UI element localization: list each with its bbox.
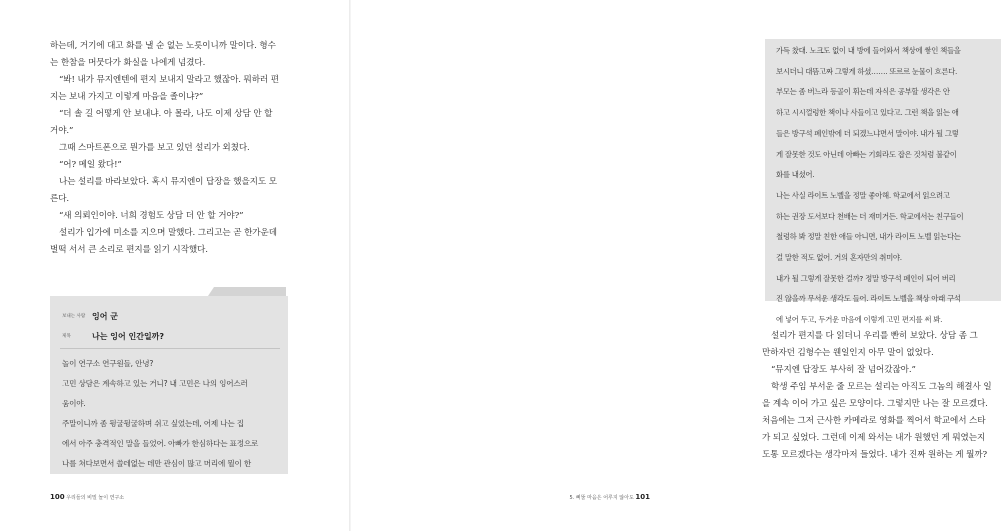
text-line: 가 되고 싶었다. 그런데 이제 와서는 내가 원했던 게 뭐였는지 <box>762 433 986 443</box>
text-line: 처음에는 그저 근사한 카메라로 영화를 찍어서 학교에서 스타 <box>762 416 986 426</box>
sender-label: 보내는 사람 <box>62 314 86 319</box>
text-line: 만하자던 김형수는 웬일인지 아무 말이 없었다. <box>762 348 934 358</box>
text-line: “더 솔 길 어떻게 안 보내냐. 아 몰라, 나도 이제 상담 안 할 <box>59 109 273 119</box>
text-line: 나는 설리를 바라보았다. 혹시 뮤지엔이 답장을 했을지도 모 <box>59 177 277 187</box>
text-line: 는 한참을 머뭇다가 화실을 나에게 넘겼다. <box>50 58 206 68</box>
text-line: 도통 모르겠다는 생각마저 들었다. 내가 진짜 원하는 게 뭘까? <box>762 450 988 460</box>
letter-subject: 나는 잉어 인간일까? <box>92 331 165 341</box>
text-line: 철렁하 봐 정말 친한 애들 아니면, 내가 라이트 노벨 읽는다는 <box>776 232 961 242</box>
text-line: “어? 메일 왔다!” <box>59 160 122 170</box>
text-line: 가득 찼대. 노크도 없이 내 방에 들어와서 책상에 쌓인 책들을 <box>776 46 961 55</box>
text-line: 하고 시시껄렁한 책이나 사들이고 있다고. 그런 책을 읽는 애 <box>776 108 959 118</box>
text-line: 화를 내셨어. <box>776 170 815 180</box>
text-line: 들은 방구석 폐인밖에 더 되겠느냐면서 말이야. 내가 될 그렇 <box>776 128 959 138</box>
text-line: 보시더니 대뜸고짜 그렇게 하셨……. 또르르 눈물이 흐른다. <box>776 66 958 76</box>
page-number-right: 101 <box>635 493 650 501</box>
letter-header <box>62 306 164 346</box>
right-body-text <box>762 328 1007 464</box>
text-line: “새 의뢰인이야. 너희 경험도 상담 더 안 할 거야?” <box>59 211 244 221</box>
text-line: 벌떡 서서 큰 소리로 편지를 읽기 시작했다. <box>50 245 208 255</box>
letter-box <box>50 296 288 474</box>
text-line: 걸 말한 적도 없어. 거의 혼자만의 취미야. <box>776 253 902 263</box>
subject-label: 제목 <box>62 334 71 339</box>
footer-right <box>570 493 650 501</box>
text-line: 진 않을까 무서운 생각도 들어. 라이트 노벨을 책상 아래 구석 <box>776 294 961 304</box>
text-line: 을 계속 이어 가고 싶은 모양이다. 그렇지만 나는 잘 모르겠다. <box>762 399 988 409</box>
text-line: 지는 보내 가지고 이렇게 마음을 졸이냐?” <box>50 92 204 102</box>
letter-body <box>62 354 258 474</box>
text-line: 에서 아주 충격적인 말을 들었어. 아빠가 한심하다는 표정으로 <box>62 439 259 448</box>
text-line: 하는 권장 도서보다 천배는 더 재미거든. 학교에서는 친구들이 <box>776 211 964 221</box>
text-line: 고민 상담은 계속하고 있는 거니? 내 고민은 나의 잉어스러 <box>62 379 248 388</box>
page-number-left: 100 <box>50 493 65 501</box>
footer-title-left: 우리들의 비밀 놀이 연구소 <box>66 495 125 501</box>
footer-left <box>50 493 124 501</box>
letter-continuation-text <box>776 41 963 331</box>
text-line: 나는 사실 라이트 노벨을 정말 좋아해. 학교에서 읽으려고 <box>776 190 950 200</box>
text-line: 부모는 좀 버느라 등골이 휘는데 자식은 공부할 생각은 안 <box>776 87 950 97</box>
text-line: 움이야. <box>62 399 86 408</box>
text-line: 설리가 편지를 다 읽더니 우리를 빤히 보았다. 상담 좀 그 <box>771 331 978 341</box>
left-page <box>0 0 350 531</box>
text-line: 내가 될 그렇게 잘못한 걸까? 정말 방구석 폐인이 되어 버리 <box>776 273 956 283</box>
letter-continuation-box <box>765 39 1001 325</box>
footer-title-right: 5. 삐뚤 마음은 어루지 않아도 <box>569 495 634 501</box>
right-page <box>350 0 992 531</box>
text-line: 하는데, 거기에 대고 화를 낼 순 없는 노릇이니까 말이다. 형수 <box>50 41 276 51</box>
text-line: 에 넣어 두고, 두거운 마음에 이렇게 고민 편지를 써 봐. <box>776 315 943 325</box>
sender-name: 잉어 군 <box>92 311 118 321</box>
text-line: 른다. <box>50 194 70 204</box>
text-line: “봐! 내가 뮤지엔텐에 편지 보내지 말라고 했잖아. 뭐하러 편 <box>59 75 279 85</box>
text-line: 나를 쳐다보면서 쓸데없는 데만 관심이 많고 머리에 뭘이 한 <box>62 459 251 468</box>
left-body-text <box>50 38 305 259</box>
text-line: 주말이니까 좀 뒹굴뒹굴하며 쉬고 싶었는데, 어제 나는 집 <box>62 419 244 428</box>
text-line: 그때 스마트폰으로 뭔가를 보고 있던 설리가 외쳤다. <box>59 143 250 153</box>
text-line: 설리가 입가에 미소를 지으며 말했다. 그리고는 곧 한가운데 <box>59 228 277 238</box>
text-line: 거야.” <box>50 126 74 136</box>
text-line: “뮤지엔 답장도 부사히 잘 넘어갔잖아.” <box>771 365 916 375</box>
letter-divider <box>60 348 280 349</box>
text-line: 학생 주임 부서운 줄 모르는 설리는 아직도 그놈의 해결사 일 <box>771 382 992 392</box>
text-line: 놀이 연구소 연구원들, 안녕? <box>62 359 154 368</box>
text-line: 게 잘못한 것도 아닌데 아빠는 기회라도 잡은 것처럼 불같이 <box>776 149 957 159</box>
